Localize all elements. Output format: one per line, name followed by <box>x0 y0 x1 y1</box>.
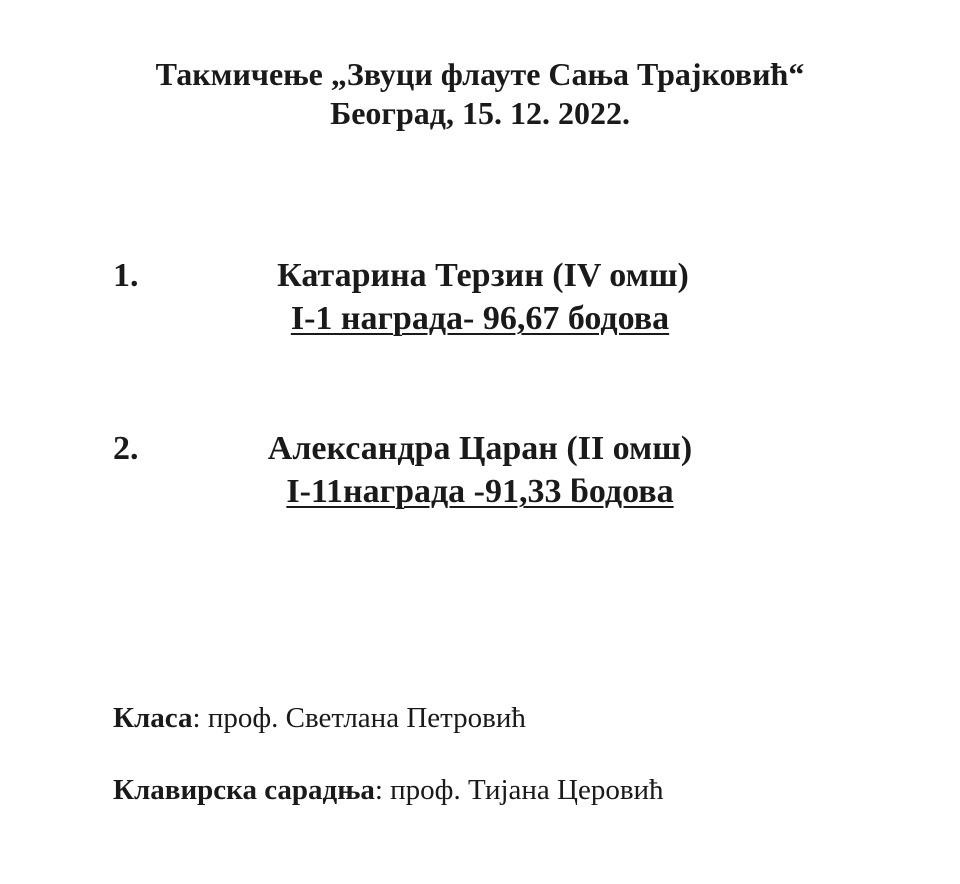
entry-award-text: I-11награда -91,33 ƃодова <box>286 473 674 510</box>
class-label: Класа <box>113 702 193 734</box>
accompanist-line <box>113 772 664 808</box>
entry-award <box>0 299 960 339</box>
entry-award-text: I-1 награда- 96,67 бодова <box>290 300 670 337</box>
entry-name: Катарина Терзин (IV омш) <box>277 257 689 294</box>
accompanist-value: : проф. Тијана Церовић <box>374 774 664 806</box>
class-line <box>113 700 526 736</box>
entry-number: 1. <box>113 257 139 294</box>
entry-number: 2. <box>113 430 139 467</box>
entry-award <box>0 472 960 512</box>
entry-name: Александра Царан (II омш) <box>267 430 693 467</box>
page-title: Такмичење „Звуци флауте Сања Трајковић“ <box>155 56 805 92</box>
class-value: : проф. Светлана Петровић <box>192 702 526 734</box>
page-subtitle-date: Београд, 15. 12. 2022. <box>330 95 630 131</box>
accompanist-label: Клавирска сарадња <box>113 774 375 806</box>
